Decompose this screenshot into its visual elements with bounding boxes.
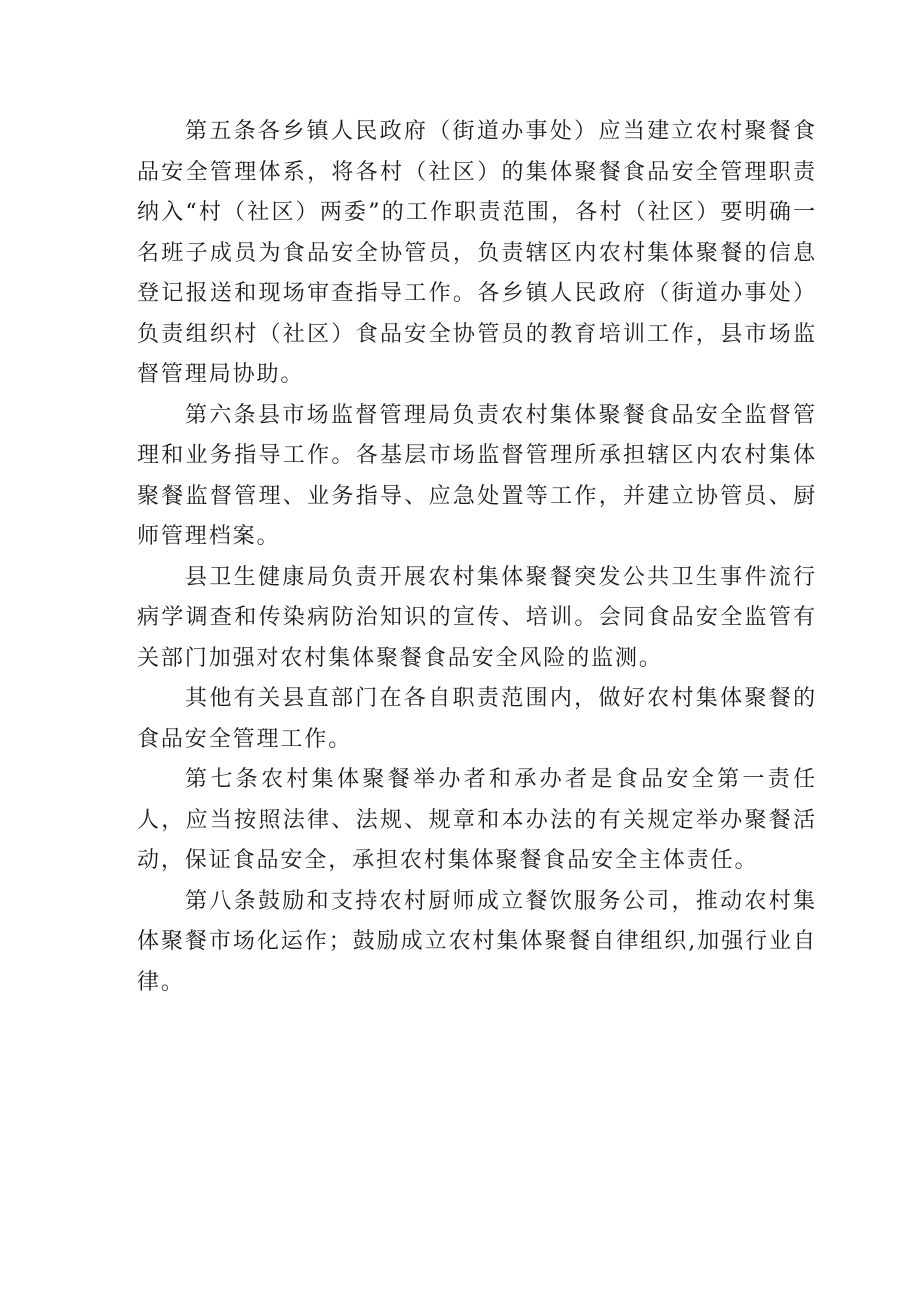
paragraph-health-bureau: 县卫生健康局负责开展农村集体聚餐突发公共卫生事件流行病学调查和传染病防治知识的宣传、培训。会同食品安全监管有关部门加强对农村集体聚餐食品安全风险的监测。 xyxy=(137,564,817,671)
document-body xyxy=(137,112,817,1003)
paragraph-article-8: 第八条鼓励和支持农村厨师成立餐饮服务公司，推动农村集体聚餐市场化运作；鼓励成立农村集体聚餐自律组织,加强行业自律。 xyxy=(137,888,817,995)
paragraph-article-6: 第六条县市场监督管理局负责农村集体聚餐食品安全监督管理和业务指导工作。各基层市场监督管理所承担辖区内农村集体聚餐监督管理、业务指导、应急处置等工作，并建立协管员、厨师管理档案。 xyxy=(137,402,817,549)
paragraph-other-departments: 其他有关县直部门在各自职责范围内，做好农村集体聚餐的食品安全管理工作。 xyxy=(137,686,817,752)
paragraph-article-5: 第五条各乡镇人民政府（街道办事处）应当建立农村聚餐食品安全管理体系，将各村（社区）的集体聚餐食品安全管理职责纳入“村（社区）两委”的工作职责范围，各村（社区）要明确一名班子成员为食品安全协管员，负责辖区内农村集体聚餐的信息登记报送和现场审查指导工作。各乡镇人民政府（街道办事处）负责组织村（社区）食品安全协管员的教育培训工作，县市场监督管理局协助。 xyxy=(137,119,817,387)
paragraph-article-7: 第七条农村集体聚餐举办者和承办者是食品安全第一责任人，应当按照法律、法规、规章和本办法的有关规定举办聚餐活动，保证食品安全，承担农村集体聚餐食品安全主体责任。 xyxy=(137,767,817,873)
